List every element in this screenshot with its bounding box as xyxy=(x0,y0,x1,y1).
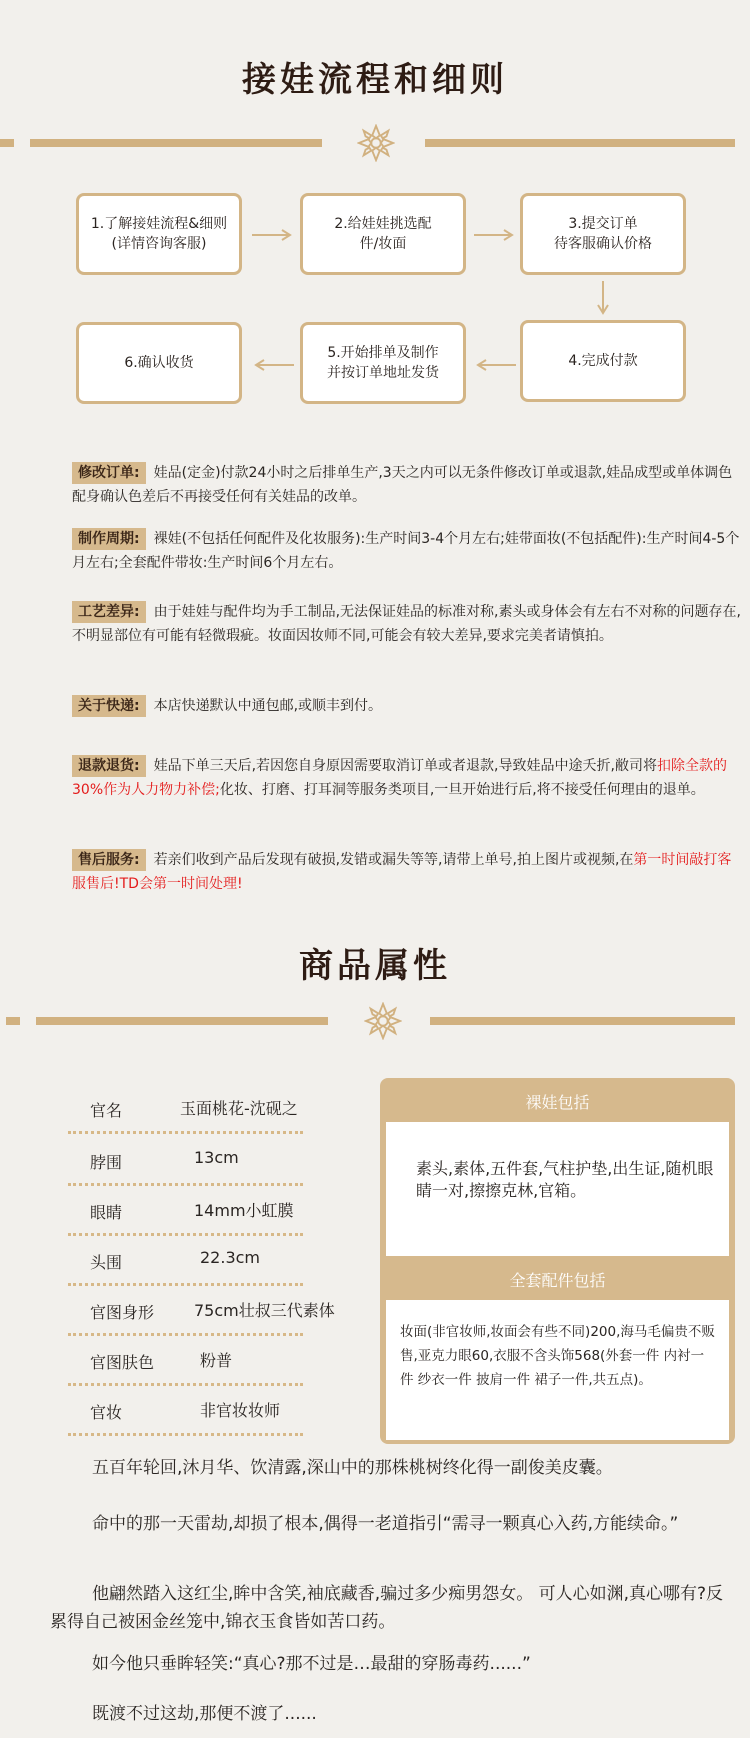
attribute-value: 玉面桃花-沈砚之 xyxy=(180,1099,298,1118)
rule-tag: 修改订单: xyxy=(72,462,146,484)
story-paragraph: 命中的那一天雷劫,却损了根本,偶得一老道指引“需寻一颗真心入药,方能续命。” xyxy=(92,1514,679,1534)
rule-tag: 制作周期: xyxy=(72,528,146,550)
nude-doll-heading: 裸娃包括 xyxy=(525,1093,590,1112)
rule-after-sale xyxy=(72,848,742,896)
flow-step-2: 2.给娃娃挑选配 件/妆面 xyxy=(300,193,466,275)
rule-text-highlight: 扣除全款的30%作为人力物力补偿; xyxy=(72,758,727,798)
flower-ornament-icon xyxy=(357,124,395,162)
divider-attributes xyxy=(0,1006,750,1036)
flow-step-6: 6.确认收货 xyxy=(76,322,242,404)
story-paragraph: 五百年轮回,沐月华、饮清露,深山中的那株桃树终化得一副俊美皮囊。 xyxy=(92,1458,613,1478)
rule-tag: 售后服务: xyxy=(72,849,146,871)
arrow-down-icon xyxy=(596,279,610,317)
nude-doll-contents: 素头,素体,五件套,气柱护垫,出生证,随机眼睛一对,擦擦克林,官箱。 xyxy=(386,1122,729,1256)
flow-step-4: 4.完成付款 xyxy=(520,320,686,402)
package-contents-panel xyxy=(380,1078,735,1444)
rule-tag: 退款退货: xyxy=(72,755,146,777)
attribute-row xyxy=(68,1140,298,1188)
attribute-row xyxy=(68,1390,298,1438)
arrow-left-icon xyxy=(474,358,518,372)
rule-text: 本店快递默认中通包邮,或顺丰到付。 xyxy=(153,698,383,714)
attribute-value: 13cm xyxy=(194,1148,239,1167)
flow-step-5: 5.开始排单及制作 并按订单地址发货 xyxy=(300,322,466,404)
attribute-value: 非官妆妆师 xyxy=(200,1401,281,1420)
rule-text: 裸娃(不包括任何配件及化妆服务):生产时间3-4个月左右;娃带面妆(不包括配件):生产时间4-5个月左右;全套配件带妆:生产时间6个月左右。 xyxy=(72,531,740,571)
flower-ornament-icon xyxy=(364,1002,402,1040)
attribute-label: 眼睛 xyxy=(90,1203,123,1222)
rule-tag: 工艺差异: xyxy=(72,601,146,623)
arrow-right-icon xyxy=(250,228,294,242)
story-paragraph: 他翩然踏入这红尘,眸中含笑,袖底藏香,骗过多少痴男怨女。 可人心如渊,真心哪有?反累得自己被困金丝笼中,锦衣玉食皆如苦口药。 xyxy=(50,1584,724,1632)
attribute-row xyxy=(68,1340,298,1388)
attribute-value: 14mm小虹膜 xyxy=(194,1201,294,1220)
arrow-right-icon xyxy=(472,228,516,242)
rule-text-highlight: 第一时间敲打客服售后!TD会第一时间处理! xyxy=(72,852,732,892)
attribute-label: 官名 xyxy=(90,1101,123,1120)
arrow-left-icon xyxy=(252,358,296,372)
attribute-label: 头围 xyxy=(90,1253,123,1272)
rule-refund xyxy=(72,754,742,802)
rule-text: 娃品(定金)付款24小时之后排单生产,3天之内可以无条件修改订单或退款,娃品成型或单体调色配身确认色差后不再接受任何有关娃品的改单。 xyxy=(72,465,733,505)
divider-top xyxy=(0,128,750,158)
attribute-label: 官妆 xyxy=(90,1403,123,1422)
rule-shipping xyxy=(72,694,742,718)
story-paragraph: 如今他只垂眸轻笑:“真心?那不过是…最甜的穿肠毒药......” xyxy=(92,1654,531,1674)
attribute-label: 脖围 xyxy=(90,1153,123,1172)
rule-text: 化妆、打磨、打耳洞等服务类项目,一旦开始进行后,将不接受任何理由的退单。 xyxy=(219,782,705,798)
rule-text: 娃品下单三天后,若因您自身原因需要取消订单或者退款,导致娃品中途夭折,敝司将 xyxy=(153,758,657,774)
flow-step-1: 1.了解接娃流程&细则 (详情咨询客服) xyxy=(76,193,242,275)
attribute-label: 官图身形 xyxy=(90,1303,155,1322)
attribute-row xyxy=(68,1290,335,1338)
full-set-heading: 全套配件包括 xyxy=(509,1271,606,1290)
rule-tag: 关于快递: xyxy=(72,695,146,717)
attribute-value: 22.3cm xyxy=(200,1248,261,1267)
flow-step-3: 3.提交订单 待客服确认价格 xyxy=(520,193,686,275)
attribute-row xyxy=(68,1088,298,1136)
section-title-process: 接娃流程和细则 xyxy=(242,60,508,100)
attribute-label: 官图肤色 xyxy=(90,1353,155,1372)
attribute-value: 粉普 xyxy=(200,1351,233,1370)
full-set-contents: 妆面(非官妆师,妆面会有些不同)200,海马毛偏贵不贩售,亚克力眼60,衣服不含头饰568(外套一件 内衬一件 纱衣一件 披肩一件 裙子一件,共五点)。 xyxy=(386,1300,729,1440)
rule-production-period xyxy=(72,527,742,575)
section-title-attributes: 商品属性 xyxy=(299,946,451,986)
rule-text: 若亲们收到产品后发现有破损,发错或漏失等等,请带上单号,拍上图片或视频,在 xyxy=(153,852,634,868)
attribute-value: 75cm壮叔三代素体 xyxy=(194,1301,335,1320)
rule-modify-order xyxy=(72,461,742,509)
attribute-row xyxy=(68,1240,298,1288)
attribute-row xyxy=(68,1190,298,1238)
story-paragraph: 既渡不过这劫,那便不渡了...... xyxy=(92,1704,317,1724)
rule-craft-difference xyxy=(72,600,742,648)
rule-text: 由于娃娃与配件均为手工制品,无法保证娃品的标准对称,素头或身体会有左右不对称的问题存在,不明显部位有可能有轻微瑕疵。妆面因妆师不同,可能会有较大差异,要求完美者请慎拍。 xyxy=(72,604,741,644)
